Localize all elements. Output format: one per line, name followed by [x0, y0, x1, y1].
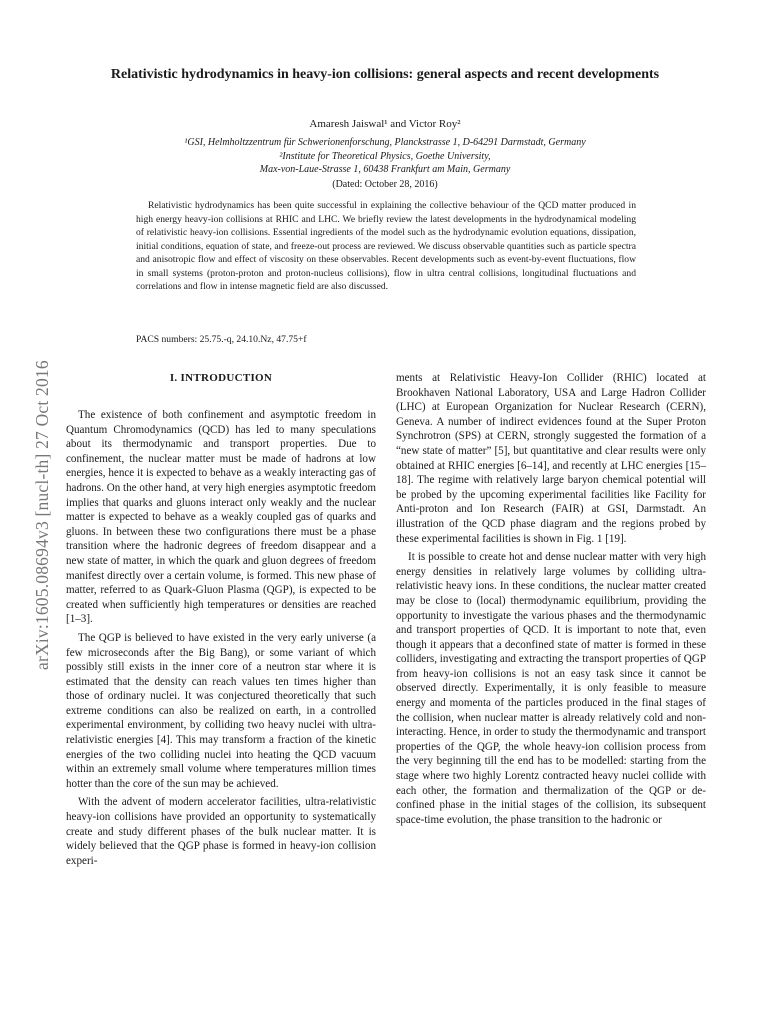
- paragraph: The existence of both confinement and asymptotic freedom in Quantum Chromodynamics (QCD) has led to many speculations about its thermodynamic and transport properties. Due to confinement, the nuclear matter must be made of hadrons at low energies, hence it is expected to behave as a weakly interacting gas of hadrons. On the other hand, at very high energies asymptotic freedom implies that quarks and gluons interact only weakly and the nuclear matter is expected to behave as a weakly coupled gas of quarks and gluons. In between these two configurations there must be a phase transition where the hadronic degrees of freedom disappear and a new state of matter, in which the quark and gluon degrees of freedom manifest directly over a certain volume, is formed. This new phase of matter, referred to as Quark-Gluon Plasma (QGP), is expected to be created when sufficiently high temperatures or densities are reached [1–3].: [66, 409, 376, 626]
- affiliations: [80, 136, 690, 177]
- abstract-text: Relativistic hydrodynamics has been quite successful in explaining the collective behaviour of the QCD matter produced in high energy heavy-ion collisions at RHIC and LHC. We briefly review the latest developments in the hydrodynamical modeling of relativistic heavy-ion collisions. Essential ingredients of the model such as the hydrodynamic evolution equations, dissipation, initial conditions, equation of state, and freeze-out process are reviewed. We discuss observable quantities such as particle spectra and anisotropic flow and effect of viscosity on these observables. Recent developments such as event-by-event fluctuations, flow in small systems (proton-proton and proton-nucleus collisions), flow in ultra central collisions, longitudinal fluctuations and correlations and flow in intense magnetic field are also discussed.: [136, 200, 636, 292]
- author-list: Amaresh Jaiswal¹ and Victor Roy²: [309, 118, 461, 130]
- paragraph: With the advent of modern accelerator facilities, ultra-relativistic heavy-ion collisions have provided an opportunity to systematically create and study different phases of the bulk nuclear matter. It is widely believed that the QGP phase is formed in heavy-ion collision experi-: [66, 796, 376, 867]
- pacs-numbers: PACS numbers: 25.75.-q, 24.10.Nz, 47.75+f: [136, 334, 307, 345]
- paper-title: Relativistic hydrodynamics in heavy-ion collisions: general aspects and recent developments: [110, 67, 660, 82]
- right-text-column: [396, 371, 706, 831]
- left-text-column: [66, 408, 376, 872]
- dated-line: (Dated: October 28, 2016): [332, 179, 438, 190]
- paragraph: It is possible to create hot and dense nuclear matter with very high energy densities in relatively large volumes by colliding ultra-relativistic heavy ions. In these conditions, the nuclear matter created may be close to (local) thermodynamic equilibrium, providing the opportunity to investigate the various phases and the thermodynamic and transport properties of QCD. It is important to note that, even though it appears that a deconfined state of matter is formed in these colliders, investigating and extracting the transport properties of QGP from heavy-ion collisions is not an easy task since it cannot be observed directly. Experimentally, it is only feasible to measure energy and momenta of the particles produced in the final stages of the collision, when nuclear matter is already relatively cold and non-interacting. Hence, in order to study the thermodynamic and transport properties of the QGP, the whole heavy-ion collision process from the very beginning till the end has to be modelled: starting from the stage where two highly Lorentz contracted heavy nuclei collide with each other, the formation and thermalization of the QGP or de-confined phase in the initial stages of the collision, its subsequent space-time evolution, the phase transition to the hadronic or: [396, 551, 706, 826]
- affiliation-line: ²Institute for Theoretical Physics, Goethe University,: [279, 150, 491, 162]
- affiliation-line: ¹GSI, Helmholtzzentrum für Schwerionenforschung, Planckstrasse 1, D-64291 Darmstadt, Germany: [184, 137, 586, 148]
- paragraph: The QGP is believed to have existed in the very early universe (a few microseconds after the Big Bang), or some variant of which possibly still exists in the inner core of a neutron star where it is estimated that the density can reach values ten times higher than those of ordinary nuclei. It was conjectured theoretically that such extreme conditions can also be realized on earth, in a controlled experimental environment, by colliding two heavy nuclei with ultra-relativistic energies [4]. This may transform a fraction of the kinetic energies of the two colliding nuclei into heating the QCD vacuum within an extremely small volume where temperatures million times hotter than the core of the sun may be achieved.: [66, 631, 376, 790]
- affiliation-line: Max-von-Laue-Strasse 1, 60438 Frankfurt am Main, Germany: [259, 164, 511, 175]
- section-heading-introduction: I. INTRODUCTION: [169, 372, 273, 384]
- arxiv-identifier-stamp: arXiv:1605.08694v3 [nucl-th] 27 Oct 2016: [32, 360, 52, 670]
- paragraph: ments at Relativistic Heavy-Ion Collider (RHIC) located at Brookhaven National Laboratory, USA and Large Hadron Collider (LHC) at European Organization for Nuclear Research (CERN), Geneva. A number of indirect evidences found at the Super Proton Synchrotron (SPS) at CERN, strongly suggested the formation of a “new state of matter” [5], but quantitative and clear results were only obtained at RHIC energies [6–14], and recently at LHC energies [15–18]. The regime with relatively large baryon chemical potential will be probed by the upcoming experimental facilities like Facility for Anti-proton and Ion Research (FAIR) at GSI, Darmstadt. An illustration of the QCD phase diagram and the regions probed by these experimental facilities is shown in Fig. 1 [19].: [396, 372, 706, 545]
- abstract: [136, 199, 636, 294]
